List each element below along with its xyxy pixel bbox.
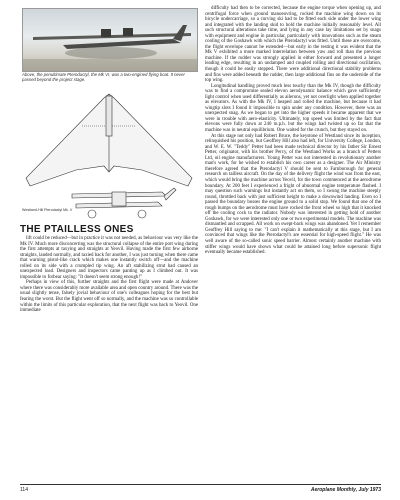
page-number: 114 [20,487,28,493]
aircraft-drawing-illustration [22,86,196,224]
left-paragraph-1: lift could be reduced—but in practice it was not needed, as behaviour was very like the Mk IV. Much more disconcerting was the structural collapse of the entire port wing during the first attempts at taxying and straights at Yeovil. Having made the first few airborne straights, landed normally, and taxied back for another, I was just turning when there came that warning pistol-like crack which makes one instantly switch off—and the machine rolled on its side with a crumpled tip wing. An aft stabilizing strut had caused an unexpected load. Designers and inspectors came panting up as I climbed out. It was impossible to forbear saying: "It doesn't seem strong enough!" [20,236,198,280]
flying-boat-photo [22,8,198,72]
right-paragraph-3: At this stage not only had Robert Bruce, the keystone of Westland since its inception, relinquished his position, but Geoffrey Hill also had left, for University College, London, and W. E. W. "Teddy" Petter had been made technical director by his father Sir Ernest Petter, originator, with his brother Percy, of the Westland Works as a branch of Petters Ltd, oil engine manufacturers. Young Petter was not interested in revolutionary another man's work, for he wished to establish his own career as a designer. The Air Ministry therefore agreed that the Pterodactyl V should be sent to Farnborough for general research on tailless aircraft. On the day of the delivery flight the wind was from the east, which would bring the machine across Yeovil, for the town commenced at the aerodrome boundary. At 200 feet I experienced a fright of abnormal engine temperature flashed. I may question such warnings but instantly act on them, so I swung the machine steeply round, throttled back with just sufficient height to make a downwind landing. Even so I passed the boundary bosses the engine ground to a solid stop. We found that one of the rough bumps on the aerodrome must have rocked the front wheel so high that it knocked off the cooling cock to the radiator. Nobody was interested in getting hold of another Goshawk, for we were interested only one or two experimental models. The machine was dismantled and scrapped. All work on swept-back wings was abandoned. Yet I remember Geoffrey Hill saying to me: "I can't explain it mathematically at this stage, but I am convinced that wings like the Pterodactyl's are essential for high-speed flight." He was well aware of the so-called sonic speed barrier. Almost certainly another machine with stiffer wings would have shown what could be attained long before supersonic flight eventually became established. [205,133,381,256]
photo-caption: Above, the penultimate Pterodactyl, the Mk VI, was a two-engined flying boat. It never passed beyond the project stage. [22,72,185,82]
right-paragraph-2: Longitudinal handling proved much less touchy than the Mk IV, though the difficulty was to find a compromise sealed elevon aerodynamic balance which gave sufficiently light control when used differentially as ailerons, yet not overlight when applied together as elevators. As with the Mk IV, I heaped and rolled the machine, but because it had wingtip slots I found it impossible to spin under any condition. However, there was an unexpected snag. As we began to get into the higher speeds it became apparent that we were in trouble with aero-elasticity. Ultimately, top speed was limited by the fact that elevons were fully down at 240 m.p.h. but the wings had twisted up so far that the machine was in neutral equilibrium. One waited for the crunch, but they stayed on. [205,83,381,134]
magazine-issue: Aeroplane Monthly, July 1973 [310,487,381,493]
left-paragraph-2: Perhaps in view of this, further straights and the first flight were made at Andover where there was considerably more available area and open country around. There was the usual slightly tense, falsely jovial behaviour of one's colleagues hoping for the best but fearing the worst. But the flight went off so normally, and the machine was so controllable within the limits of this particular exploration, that the next flight was back to Yeovil. One immediate [20,280,198,314]
drawing-label: Westland-Hill Pterodactyl Mk. V [22,208,73,212]
right-paragraph-1: difficulty had then to be corrected, because the engine torque when opening up, and centrifugal force when ground manoeuvring, rocked the machine wing down on its bicycle undercarriage, so a curving ski had to be fitted each side under the lower wing and integrated with the landing skid to hold the machine initially reasonably level. All such structural alterations take time, and lying in any case lay limitations set by snags with equipment and engine in particular, particularly with innovations such as the steam cooling of the Goshawk with which the Pterodactyl was fitted. Until these are overcome, the flight envelope cannot be extended—but early in the testing it was evident that the Mk V exhibited a more marked interrelation between yaw and roll than the previous machine. If the rudder was strongly applied in either forward and presented a longer leading edge, resulting in an undamped and coupled rolling and directional oscillation, though it could be easily stopped. There were additional directional stability problems and fins were added beneath the rudder, then large additional fins on the underside of the top wing. [205,6,381,84]
section-title: THE PTAILLESS ONES [20,224,134,235]
left-column [20,236,198,314]
right-column [205,6,381,256]
pterodactyl-three-view-drawing [22,86,196,224]
flying-boat-illustration [23,9,197,71]
footer-rule [20,484,381,485]
